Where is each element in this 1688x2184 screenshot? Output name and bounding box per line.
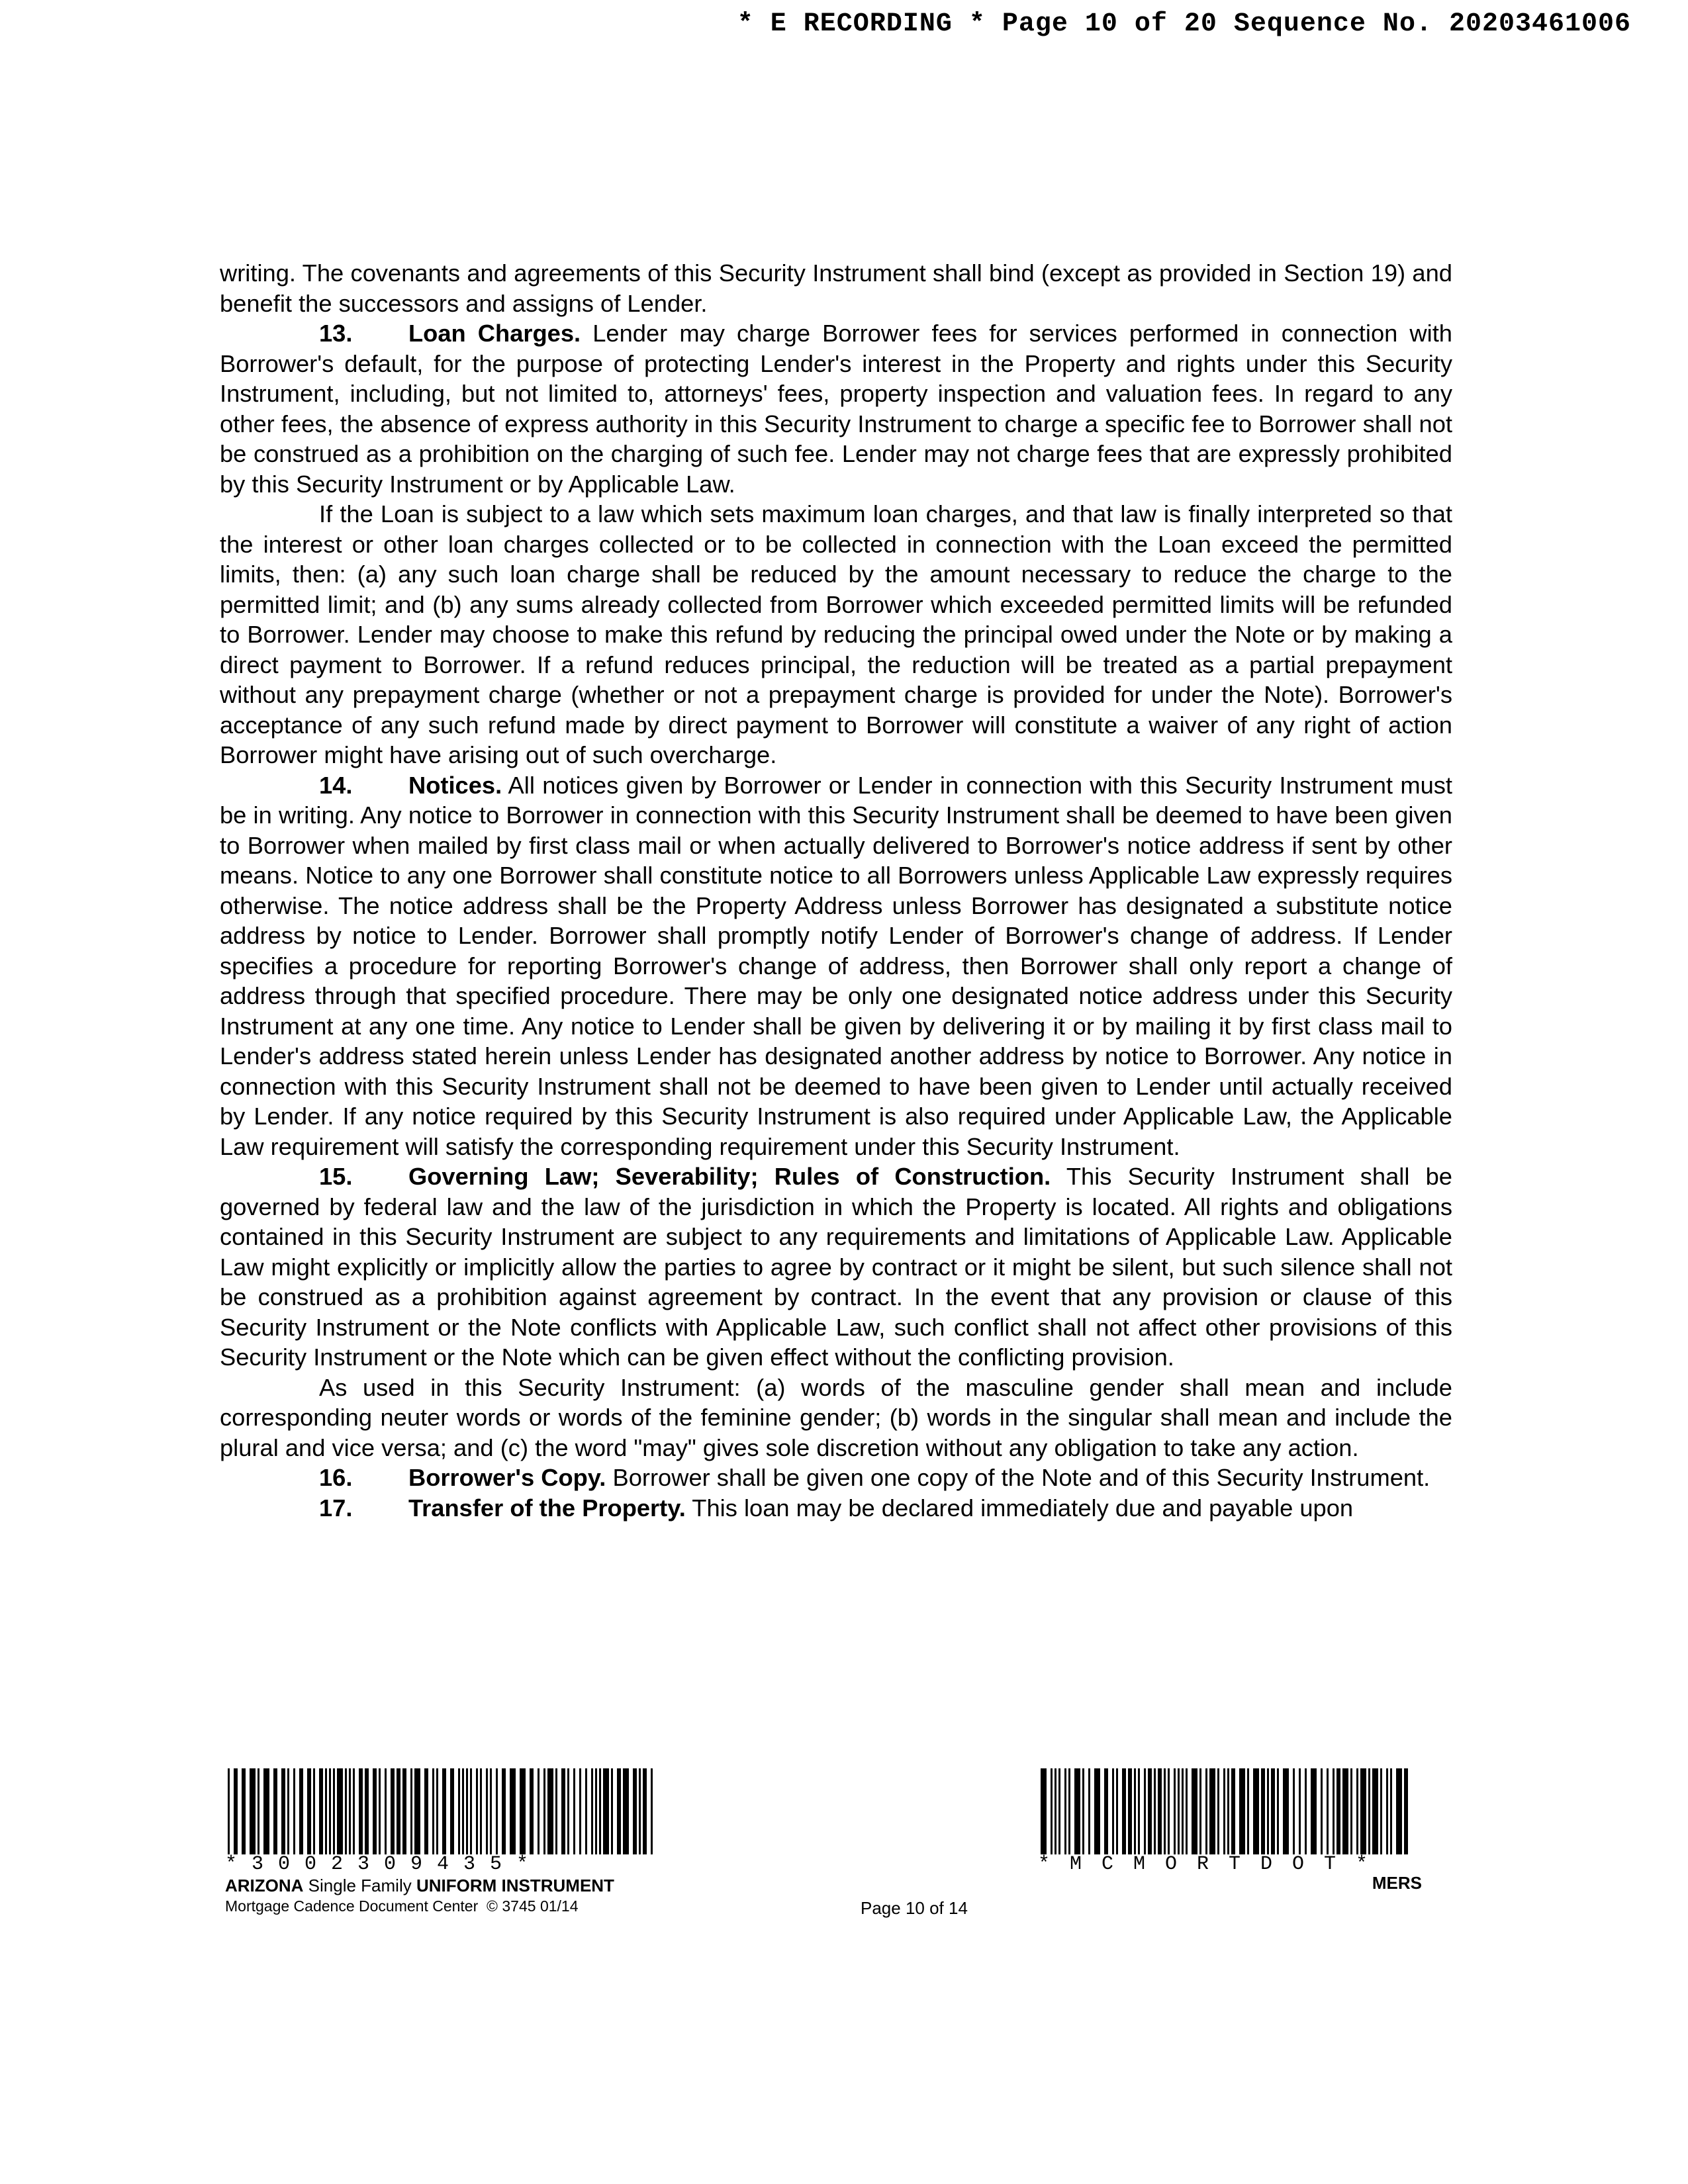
document-barcode-right	[1038, 1768, 1409, 1854]
barcode-bar	[1404, 1768, 1408, 1854]
barcode-bar	[603, 1768, 609, 1854]
barcode-bar	[633, 1768, 637, 1854]
barcode-bar	[1082, 1768, 1084, 1854]
barcode-bar	[353, 1768, 355, 1854]
barcode-bar	[1227, 1768, 1229, 1854]
left-footer	[225, 1768, 688, 1915]
barcode-bar	[643, 1768, 647, 1854]
barcode-bar	[1122, 1768, 1126, 1854]
barcode-bar	[397, 1768, 400, 1854]
barcode-bar	[436, 1768, 438, 1854]
form-type: Single Family	[308, 1876, 412, 1895]
document-barcode-left	[225, 1768, 655, 1854]
barcode-bar	[1293, 1768, 1295, 1854]
barcode-bar	[1305, 1768, 1307, 1854]
barcode-bar	[1372, 1768, 1378, 1854]
barcode-bar	[402, 1768, 406, 1854]
barcode-bar	[1112, 1768, 1114, 1854]
barcode-bar	[1154, 1768, 1156, 1854]
barcode-bar	[1390, 1768, 1392, 1854]
barcode-bar	[258, 1768, 259, 1854]
barcode-bar	[293, 1768, 295, 1854]
barcode-bar	[1104, 1768, 1108, 1854]
section-title: Governing Law; Severability; Rules of Construction.	[408, 1163, 1051, 1190]
barcode-bar	[1148, 1768, 1152, 1854]
section-number: 15.	[319, 1163, 353, 1190]
barcode-bar	[1168, 1768, 1170, 1854]
barcode-bar	[1134, 1768, 1136, 1854]
barcode-bar	[325, 1768, 327, 1854]
barcode-bar	[1283, 1768, 1289, 1854]
form-title	[225, 1876, 688, 1896]
barcode-bar	[379, 1768, 381, 1854]
barcode-bar	[1116, 1768, 1118, 1854]
barcode-bar	[490, 1768, 492, 1854]
barcode-bar	[329, 1768, 331, 1854]
barcode-bar	[385, 1768, 387, 1854]
barcode-bar	[1138, 1768, 1140, 1854]
barcode-bar	[1350, 1768, 1352, 1854]
section-number: 17.	[319, 1494, 353, 1522]
barcode-bar	[561, 1768, 565, 1854]
document-body	[220, 258, 1452, 1523]
barcode-bar	[349, 1768, 351, 1854]
section-text: Borrower shall be given one copy of the Note and of this Security Instrument.	[612, 1464, 1430, 1491]
barcode-bar	[595, 1768, 597, 1854]
barcode-bar	[1174, 1768, 1176, 1854]
barcode-bar	[639, 1768, 641, 1854]
right-barcode-text: *MCMORTDOT*	[1038, 1853, 1388, 1876]
barcode-bar	[333, 1768, 335, 1854]
barcode-bar	[547, 1768, 553, 1854]
barcode-bar	[1068, 1768, 1070, 1854]
barcode-bar	[486, 1768, 488, 1854]
barcode-bar	[510, 1768, 516, 1854]
mers-label: MERS	[1372, 1873, 1422, 1893]
barcode-bar	[1055, 1768, 1056, 1854]
barcode-bar	[1217, 1768, 1219, 1854]
barcode-bar	[1253, 1768, 1259, 1854]
barcode-bar	[414, 1768, 420, 1854]
barcode-bar	[480, 1768, 482, 1854]
barcode-bar	[450, 1768, 454, 1854]
barcode-bar	[1074, 1768, 1080, 1854]
section-number: 16.	[319, 1464, 353, 1491]
section-14	[220, 770, 1452, 1162]
form-code: © 3745 01/14	[487, 1897, 579, 1915]
barcode-bar	[1277, 1768, 1279, 1854]
barcode-bar	[1051, 1768, 1053, 1854]
form-name: UNIFORM INSTRUMENT	[416, 1876, 614, 1895]
barcode-bar	[319, 1768, 323, 1854]
section-text: This loan may be declared immediately due and payable upon	[692, 1494, 1354, 1522]
barcode-bar	[313, 1768, 315, 1854]
barcode-bar	[496, 1768, 498, 1854]
form-source-line	[225, 1897, 688, 1915]
barcode-bar	[462, 1768, 464, 1854]
section-title: Notices.	[408, 771, 502, 799]
barcode-bar	[617, 1768, 621, 1854]
section-title: Loan Charges.	[408, 320, 581, 347]
barcode-bar	[359, 1768, 363, 1854]
barcode-bar	[1058, 1768, 1060, 1854]
barcode-bar	[424, 1768, 428, 1854]
section-15	[220, 1161, 1452, 1373]
barcode-bar	[1342, 1768, 1348, 1854]
barcode-bar	[538, 1768, 539, 1854]
section-13	[220, 318, 1452, 499]
barcode-bar	[1396, 1768, 1402, 1854]
barcode-bar	[1144, 1768, 1146, 1854]
barcode-bar	[1271, 1768, 1275, 1854]
left-barcode-text: *3002309435*	[225, 1853, 543, 1876]
barcode-bar	[263, 1768, 269, 1854]
barcode-bar	[573, 1768, 575, 1854]
barcode-bar	[1327, 1768, 1329, 1854]
barcode-bar	[599, 1768, 601, 1854]
barcode-bar	[1368, 1768, 1370, 1854]
barcode-bar	[1321, 1768, 1323, 1854]
barcode-bar	[579, 1768, 581, 1854]
page-number: Page 10 of 14	[861, 1898, 968, 1918]
barcode-bar	[1158, 1768, 1162, 1854]
barcode-bar	[299, 1768, 303, 1854]
barcode-bar	[520, 1768, 526, 1854]
barcode-bar	[470, 1768, 472, 1854]
barcode-bar	[458, 1768, 460, 1854]
barcode-bar	[1199, 1768, 1201, 1854]
barcode-bar	[281, 1768, 285, 1854]
barcode-bar	[1186, 1768, 1188, 1854]
barcode-bar	[1064, 1768, 1066, 1854]
barcode-bar	[1386, 1768, 1388, 1854]
barcode-bar	[1041, 1768, 1047, 1854]
barcode-bar	[1128, 1768, 1132, 1854]
barcode-bar	[242, 1768, 246, 1854]
barcode-bar	[611, 1768, 613, 1854]
barcode-bar	[1333, 1768, 1335, 1854]
barcode-bar	[585, 1768, 587, 1854]
section-title: Transfer of the Property.	[408, 1494, 686, 1522]
section-16	[220, 1463, 1452, 1493]
section-text: All notices given by Borrower or Lender in connection with this Security Instrument must be in writing. Any notice to Borrower in connection with this Security Instrument shall be deemed to have been given to Borrower when mailed by first class mail or when actually delivered to Borrower's notice address if sent by other means. Notice to any one Borrower shall constitute notice to all Borrowers unless Applicable Law expressly requires otherwise. The notice address shall be the Property Address unless Borrower has designated a substitute notice address by notice to Lender. Borrower shall promptly notify Lender of Borrower's change of address. If Lender specifies a procedure for reporting Borrower's change of address, then Borrower shall only report a change of address through that specified procedure. There may be only one designated notice address under this Security Instrument at any one time. Any notice to Lender shall be given by delivering it or by mailing it by first class mail to Lender's address stated herein unless Lender has designated another address by notice to Borrower. Any notice in connection with this Security Instrument shall not be deemed to have been given to Lender until actually received by Lender. If any notice required by this Security Instrument is also required under Applicable Law, the Applicable Law requirement will satisfy the corresponding requirement under this Security Instrument.	[220, 771, 1452, 1160]
form-source: Mortgage Cadence Document Center	[225, 1897, 479, 1915]
barcode-bar	[365, 1768, 369, 1854]
section-17	[220, 1493, 1452, 1524]
barcode-bar	[1261, 1768, 1265, 1854]
barcode-bar	[543, 1768, 545, 1854]
barcode-bar	[234, 1768, 238, 1854]
barcode-bar	[1192, 1768, 1197, 1854]
barcode-bar	[567, 1768, 569, 1854]
barcode-bar	[442, 1768, 446, 1854]
section-13-paragraph-2: If the Loan is subject to a law which sets maximum loan charges, and that law is finally interpreted so that the interest or other loan charges collected or to be collected in connection with the Loan exceed the permitted limits, then: (a) any such loan charge shall be reduced by the amount necessary to reduce the charge to the permitted limit; and (b) any sums already collected from Borrower which exceeded permitted limits will be refunded to Borrower. Lender may choose to make this refund by reducing the principal owed under the Note or by making a direct payment to Borrower. If a refund reduces principal, the reduction will be treated as a partial prepayment without any prepayment charge (whether or not a prepayment charge is provided for under the Note). Borrower's acceptance of any such refund made by direct payment to Borrower will constitute a waiver of any right of action Borrower might have arising out of such overcharge.	[220, 500, 1452, 768]
barcode-bar	[1380, 1768, 1382, 1854]
barcode-bar	[1205, 1768, 1207, 1854]
barcode-bar	[476, 1768, 478, 1854]
right-footer	[1038, 1768, 1435, 1893]
barcode-bar	[591, 1768, 593, 1854]
barcode-bar	[1360, 1768, 1366, 1854]
barcode-bar	[1231, 1768, 1235, 1854]
barcode-bar	[623, 1768, 629, 1854]
barcode-bar	[530, 1768, 534, 1854]
barcode-bar	[1247, 1768, 1249, 1854]
section-number: 13.	[319, 320, 353, 347]
barcode-bar	[651, 1768, 653, 1854]
form-state: ARIZONA	[225, 1876, 304, 1895]
barcode-bar	[410, 1768, 412, 1854]
barcode-bar	[391, 1768, 395, 1854]
barcode-bar	[373, 1768, 377, 1854]
barcode-bar	[502, 1768, 506, 1854]
barcode-bar	[1336, 1768, 1340, 1854]
barcode-bar	[307, 1768, 311, 1854]
recording-stamp: * E RECORDING * Page 10 of 20 Sequence No. 20203461006	[737, 9, 1631, 39]
barcode-bar	[1094, 1768, 1100, 1854]
barcode-bar	[1356, 1768, 1358, 1854]
barcode-bar	[287, 1768, 289, 1854]
barcode-bar	[1182, 1768, 1184, 1854]
barcode-bar	[466, 1768, 468, 1854]
barcode-bar	[337, 1768, 343, 1854]
barcode-bar	[1299, 1768, 1301, 1854]
barcode-bar	[1311, 1768, 1317, 1854]
section-title: Borrower's Copy.	[408, 1464, 606, 1491]
barcode-bar	[273, 1768, 277, 1854]
barcode-bar	[1239, 1768, 1245, 1854]
barcode-bar	[1209, 1768, 1215, 1854]
continuation-paragraph: writing. The covenants and agreements of this Security Instrument shall bind (except as provided in Section 19) and benefit the successors and assigns of Lender.	[220, 259, 1452, 317]
barcode-bar	[555, 1768, 557, 1854]
barcode-bar	[1088, 1768, 1090, 1854]
barcode-bar	[1267, 1768, 1269, 1854]
section-text: This Security Instrument shall be governed by federal law and the law of the jurisdiction in which the Property is located. All rights and obligations contained in this Security Instrument are subject to any requirements and limitations of Applicable Law. Applicable Law might explicitly or implicitly allow the parties to agree by contract or it might be silent, but such silence shall not be construed as a prohibition against agreement by contract. In the event that any provision or clause of this Security Instrument or the Note conflicts with Applicable Law, such conflict shall not affect other provisions of this Security Instrument or the Note which can be given effect without the conflicting provision.	[220, 1163, 1452, 1371]
section-number: 14.	[319, 771, 353, 799]
section-text: Lender may charge Borrower fees for services performed in connection with Borrower's default, for the purpose of protecting Lender's interest in the Property and rights under this Security Instrument, including, but not limited to, attorneys' fees, property inspection and valuation fees. In regard to any other fees, the absence of express authority in this Security Instrument to charge a specific fee to Borrower shall not be construed as a prohibition on the charging of such fee. Lender may not charge fees that are expressly prohibited by this Security Instrument or by Applicable Law.	[220, 320, 1452, 498]
barcode-bar	[250, 1768, 256, 1854]
barcode-bar	[1223, 1768, 1225, 1854]
section-15-paragraph-2: As used in this Security Instrument: (a) words of the masculine gender shall mean and include corresponding neuter words or words of the feminine gender; (b) words in the singular shall mean and include the plural and vice versa; and (c) the word "may" gives sole discretion without any obligation to take any action.	[220, 1373, 1452, 1461]
barcode-bar	[1164, 1768, 1166, 1854]
barcode-bar	[432, 1768, 434, 1854]
barcode-bar	[228, 1768, 230, 1854]
barcode-bar	[1178, 1768, 1180, 1854]
barcode-bar	[345, 1768, 347, 1854]
